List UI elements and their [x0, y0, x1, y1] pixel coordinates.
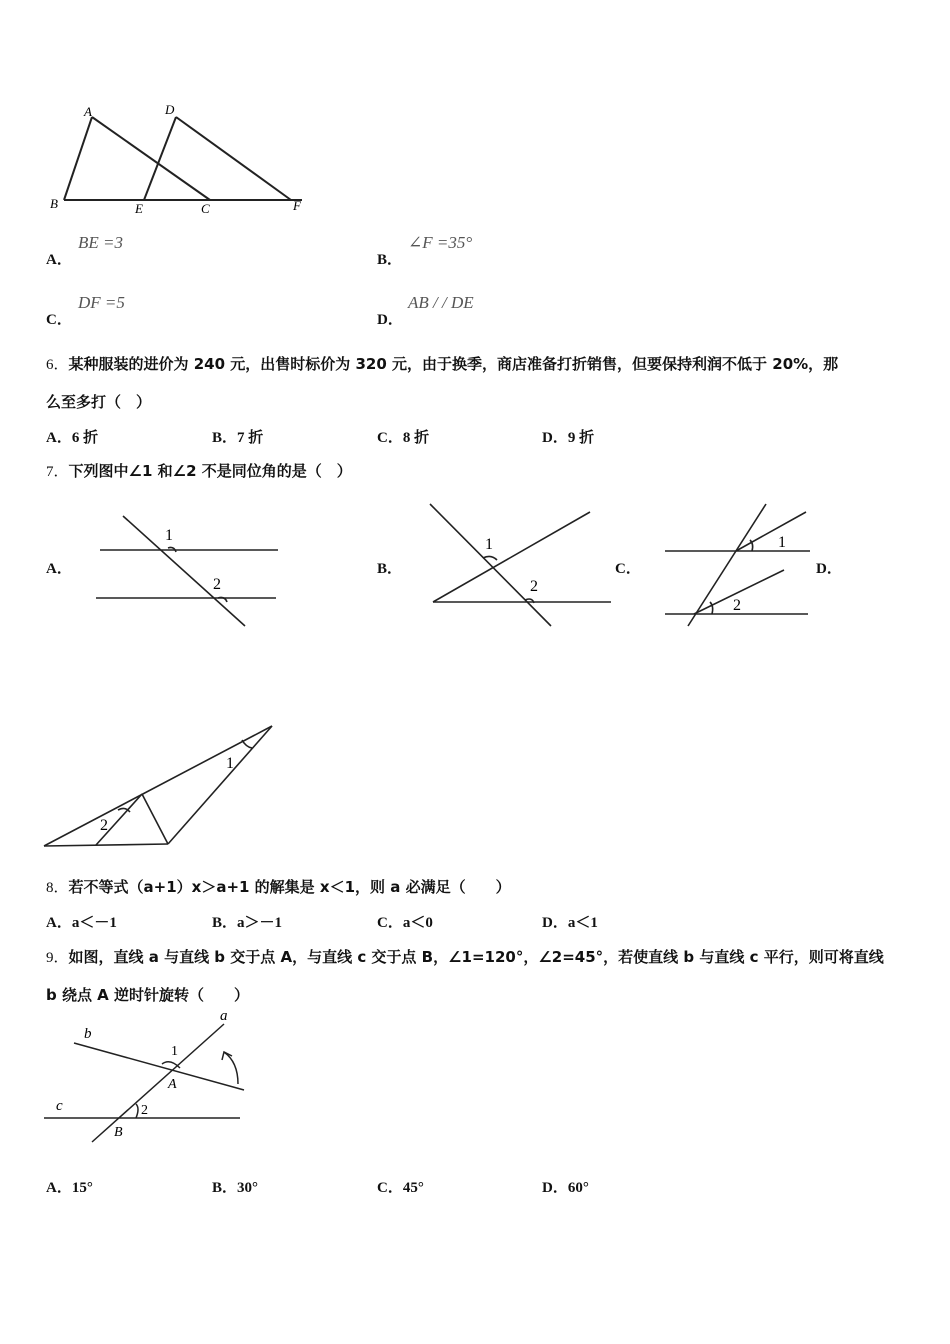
label-B: B — [50, 196, 58, 211]
q7-figure-d — [40, 720, 280, 850]
q6-option-c[interactable]: C．8 折 — [377, 430, 430, 446]
q9-label-c: c — [56, 1098, 63, 1114]
q7-option-a[interactable]: A． — [46, 561, 72, 577]
label-C: C — [201, 201, 210, 216]
q7-figure-c — [660, 500, 820, 628]
question-7-text: 下列图中∠1 和∠2 不是同位角的是（ ） — [68, 462, 352, 480]
question-9-cont: b 绕点 A 逆时针旋转（ ） — [46, 986, 250, 1004]
q7b-angle-2: 2 — [530, 578, 538, 595]
q6-option-d[interactable]: D．9 折 — [542, 430, 595, 446]
q7-figure-a — [90, 510, 290, 630]
q9-label-B: B — [114, 1125, 123, 1140]
q7c-angle-1: 1 — [778, 534, 786, 551]
q9-option-b[interactable]: B．30° — [212, 1180, 259, 1196]
q5-option-b-math: ∠F =35° — [408, 233, 473, 252]
question-9 — [46, 946, 884, 967]
q9-angle-1: 1 — [171, 1044, 178, 1059]
q7-option-b[interactable]: B． — [377, 561, 403, 577]
label-F: F — [293, 198, 301, 213]
q7-figure-b — [425, 500, 620, 628]
question-9-line1: 如图，直线 a 与直线 b 交于点 A，与直线 c 交于点 B，∠1=120°，∠2=45°，若使直线 b 与直线 c 平行，则可将直线 — [68, 948, 884, 966]
q7c-angle-2: 2 — [733, 597, 741, 614]
q7a-angle-1: 1 — [165, 527, 173, 544]
label-D: D — [165, 102, 175, 117]
q9-label-A: A — [168, 1077, 177, 1092]
q7b-angle-1: 1 — [485, 536, 493, 553]
q9-option-d[interactable]: D．60° — [542, 1180, 589, 1196]
q9-option-c[interactable]: C．45° — [377, 1180, 424, 1196]
triangle-figure-q5 — [44, 100, 314, 220]
q9-label-b: b — [84, 1026, 92, 1042]
question-6 — [46, 353, 838, 374]
q5-option-d-letter[interactable]: D． — [377, 312, 403, 328]
q5-option-c-letter[interactable]: C． — [46, 312, 72, 328]
q5-option-d-math: AB / / DE — [408, 293, 474, 312]
question-6-cont: 么至多打（ ） — [46, 393, 152, 411]
q7d-angle-2: 2 — [100, 817, 108, 834]
q8-option-d[interactable]: D．a＜1 — [542, 915, 598, 931]
label-A: A — [84, 104, 92, 119]
question-8-text: 若不等式（a+1）x＞a+1 的解集是 x＜1，则 a 必满足（ ） — [68, 878, 511, 896]
q9-option-a[interactable]: A．15° — [46, 1180, 93, 1196]
q8-option-c[interactable]: C．a＜0 — [377, 915, 433, 931]
q9-angle-2: 2 — [141, 1103, 148, 1118]
question-9-number: 9． — [46, 950, 69, 966]
q5-option-b-letter[interactable]: B． — [377, 252, 403, 268]
label-E: E — [135, 201, 143, 216]
question-7 — [46, 460, 352, 481]
q5-option-a-letter[interactable]: A． — [46, 252, 72, 268]
q7d-angle-1: 1 — [226, 755, 234, 772]
q9-label-a: a — [220, 1008, 228, 1024]
q6-option-a[interactable]: A．6 折 — [46, 430, 99, 446]
question-6-number: 6． — [46, 357, 69, 373]
q5-option-a-math: BE =3 — [78, 233, 123, 252]
q7-option-d[interactable]: D． — [816, 561, 842, 577]
q6-option-b[interactable]: B．7 折 — [212, 430, 264, 446]
q8-option-a[interactable]: A．a＜－1 — [46, 915, 117, 931]
q9-figure — [44, 1008, 249, 1148]
q7a-angle-2: 2 — [213, 576, 221, 593]
question-8-number: 8． — [46, 880, 69, 896]
question-7-number: 7． — [46, 464, 69, 480]
q5-option-c-math: DF =5 — [78, 293, 125, 312]
question-6-line1: 某种服装的进价为 240 元，出售时标价为 320 元，由于换季，商店准备打折销售，但要保持利润不低于 20%，那 — [68, 355, 839, 373]
question-8 — [46, 876, 511, 897]
q7-option-c[interactable]: C． — [615, 561, 641, 577]
q8-option-b[interactable]: B．a＞－1 — [212, 915, 283, 931]
